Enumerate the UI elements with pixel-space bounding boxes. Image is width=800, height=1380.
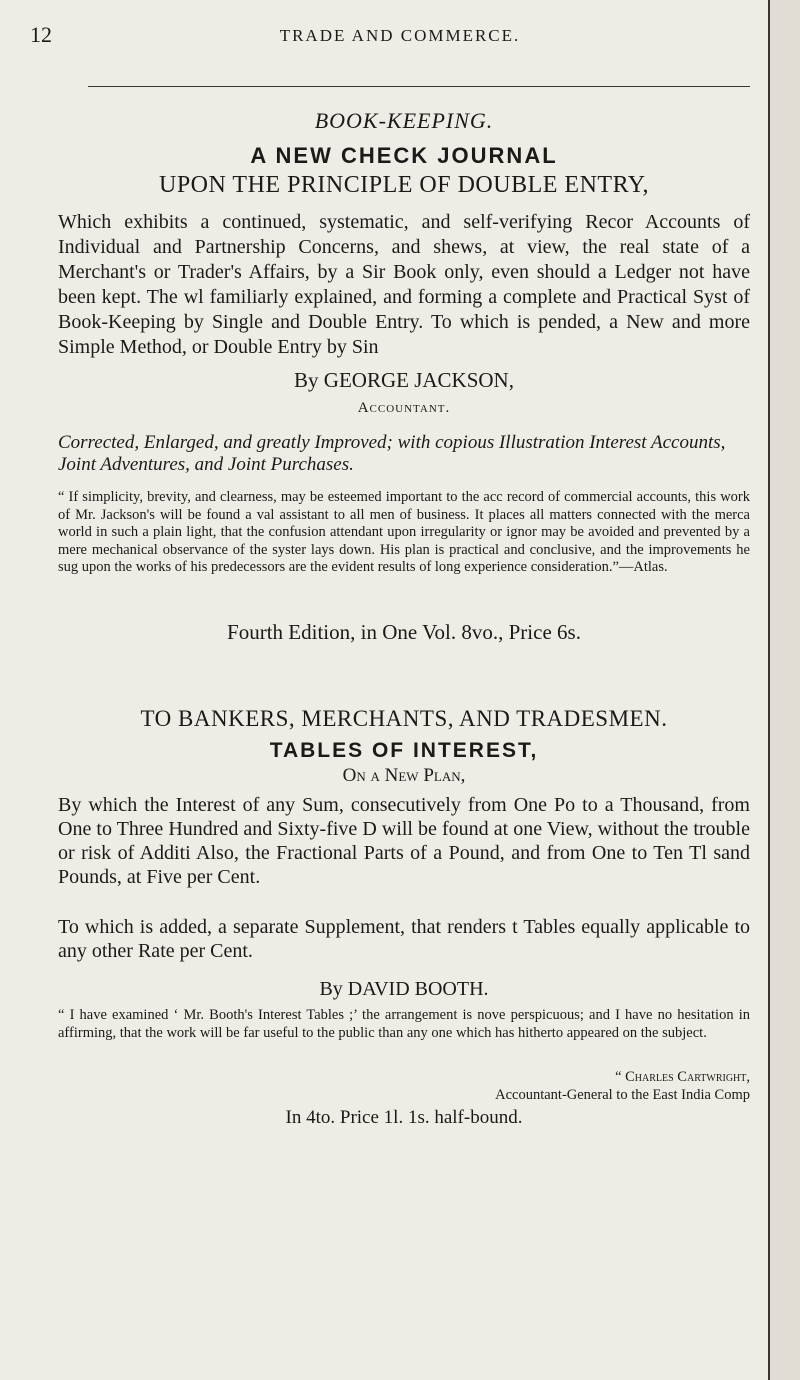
adjacent-page-edge xyxy=(770,0,800,1380)
book-keeping-author: By GEORGE JACKSON, xyxy=(294,368,514,392)
book-keeping-review-quote: “ If simplicity, brevity, and clearness, may be esteemed important to the acc record of commercial accounts, this work of Mr. Jackson's will be found a val assistant to all men of business. It places all matters connected with the merca world in such a plain light, that the confusion attendant upon irregularity or ignor may be avoided and prevented by a mere mechanical observance of the syster lays down. His plan is practical and conclusive, and the improvements he sug upon the works of his predecessors are the evident results of long experience consideration.”—Atlas. xyxy=(58,489,750,575)
book-keeping-edition-price: Fourth Edition, in One Vol. 8vo., Price 6s. xyxy=(227,620,581,644)
book-keeping-corrected-note: Corrected, Enlarged, and greatly Improved; with copious Illustration Interest Accounts, Joint Adventures, and Joint Purchases. xyxy=(58,432,726,475)
running-title: TRADE AND COMMERCE. xyxy=(279,26,521,45)
page-number: 12 xyxy=(30,22,52,47)
header-rule xyxy=(88,86,750,87)
signature-name: “ Charles Cartwright, xyxy=(615,1069,750,1085)
running-head xyxy=(30,22,770,50)
interest-tables-title: TABLES OF INTEREST, xyxy=(269,739,539,762)
interest-tables-heading: TO BANKERS, MERCHANTS, AND TRADESMEN. xyxy=(140,706,668,731)
interest-tables-supplement: To which is added, a separate Supplement, that renders t Tables equally applicable to any other Rate per Cent. xyxy=(58,916,750,962)
interest-tables-description: By which the Interest of any Sum, consecutively from One Po to a Thousand, from One to Three Hundred and Sixty-five D will be found at one View, without the trouble or risk of Additi Also, the Fractional Parts of a Pound, and from One to Ten Tl sand Pounds, at Five per Cent. xyxy=(58,794,750,888)
interest-tables-author: By DAVID BOOTH. xyxy=(319,978,489,1000)
interest-tables-price: In 4to. Price 1l. 1s. half-bound. xyxy=(285,1107,523,1128)
signature-title: Accountant-General to the East India Comp xyxy=(495,1087,750,1103)
interest-tables-subtitle: On a New Plan, xyxy=(342,765,466,786)
book-keeping-title: A NEW CHECK JOURNAL xyxy=(250,143,558,168)
book-keeping-subtitle: UPON THE PRINCIPLE OF DOUBLE ENTRY, xyxy=(159,172,649,198)
book-keeping-heading: BOOK-KEEPING. xyxy=(314,108,494,133)
book-keeping-author-role: Accountant. xyxy=(357,400,451,416)
interest-tables-signature xyxy=(58,1068,760,1104)
interest-tables-testimonial: “ I have examined ‘ Mr. Booth's Interest Tables ;’ the arrangement is nove perspicuous; and I have no hesitation in affirming, that the work will be far useful to the public than any one which has hitherto appeared on the subject. xyxy=(58,1007,750,1041)
book-keeping-description: Which exhibits a continued, systematic, and self-verifying Recor Accounts of Individual and Partnership Concerns, and shews, at view, the real state of a Merchant's or Trader's Affairs, by a Sir Book only, even should a Ledger not have been kept. The wl familiarly explained, and forming a complete and Practical Syst of Book-Keeping by Single and Double Entry. To which is pended, a New and more Simple Method, or Double Entry by Sin xyxy=(58,211,750,358)
